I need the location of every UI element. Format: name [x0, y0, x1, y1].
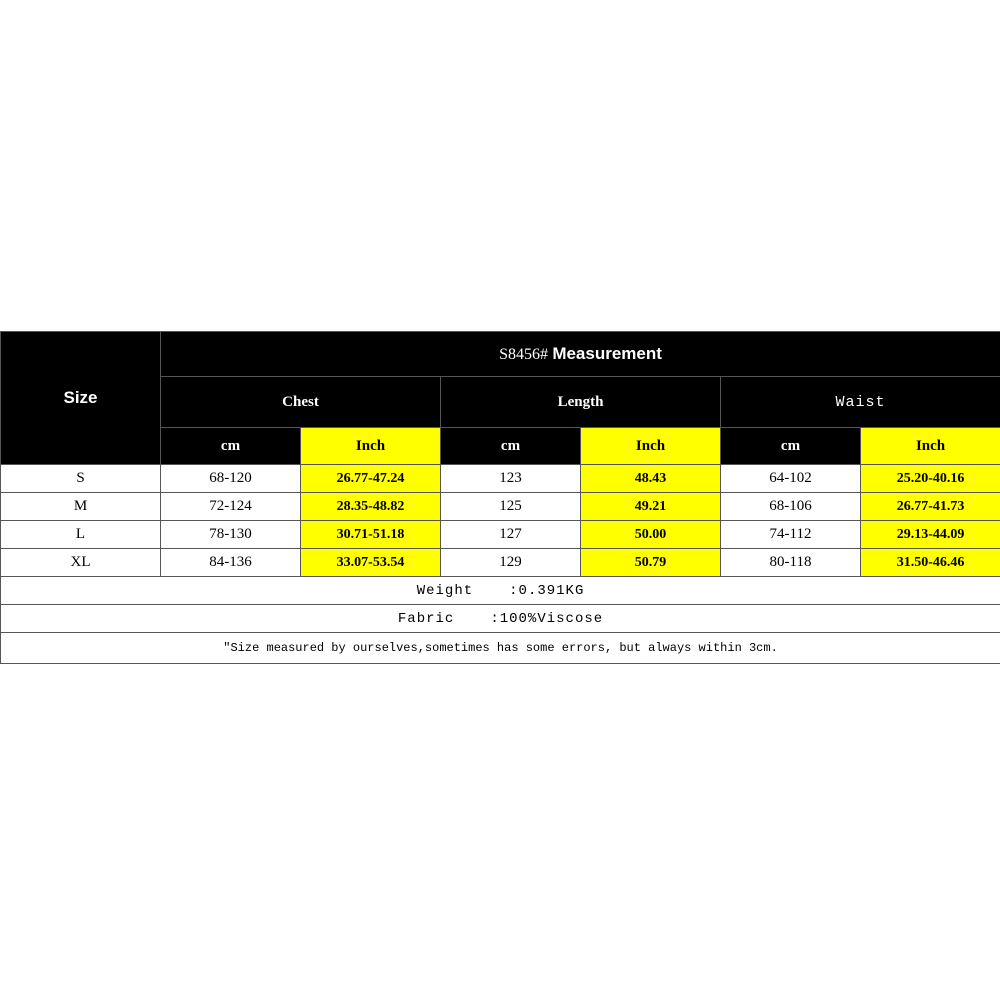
fabric-cell	[1, 605, 1000, 633]
size-chart	[0, 331, 1000, 664]
weight-value: :0.391KG	[509, 582, 585, 599]
waist-inch-header: Inch	[861, 428, 1000, 465]
length-inch-value: 48.43	[581, 465, 721, 493]
fabric-row	[1, 605, 1000, 633]
chest-inch-header: Inch	[301, 428, 441, 465]
fabric-label: Fabric	[397, 610, 455, 627]
weight-row	[1, 577, 1000, 605]
length-cm-header: cm	[441, 428, 581, 465]
length-header: Length	[441, 377, 721, 428]
table-row	[1, 465, 1000, 493]
weight-label: Weight	[416, 582, 474, 599]
waist-inch-value: 29.13-44.09	[861, 521, 1000, 549]
fabric-value: :100%Viscose	[490, 610, 604, 627]
length-inch-value: 50.79	[581, 549, 721, 577]
waist-cm-value: 64-102	[721, 465, 861, 493]
waist-inch-value: 26.77-41.73	[861, 493, 1000, 521]
length-cm-value: 125	[441, 493, 581, 521]
length-inch-value: 49.21	[581, 493, 721, 521]
table-row	[1, 493, 1000, 521]
measurement-note: "Size measured by ourselves,sometimes has some errors, but always within 3cm.	[1, 633, 1000, 664]
size-column-header: Size	[1, 332, 161, 465]
table-row	[1, 549, 1000, 577]
size-label: S	[1, 465, 161, 493]
title-word: Measurement	[552, 344, 662, 363]
waist-cm-value: 68-106	[721, 493, 861, 521]
chest-cm-value: 84-136	[161, 549, 301, 577]
waist-inch-value: 31.50-46.46	[861, 549, 1000, 577]
size-label: XL	[1, 549, 161, 577]
length-cm-value: 129	[441, 549, 581, 577]
length-inch-value: 50.00	[581, 521, 721, 549]
chest-cm-value: 68-120	[161, 465, 301, 493]
note-row	[1, 633, 1000, 664]
waist-inch-value: 25.20-40.16	[861, 465, 1000, 493]
chest-cm-value: 72-124	[161, 493, 301, 521]
chest-cm-value: 78-130	[161, 521, 301, 549]
chest-inch-value: 33.07-53.54	[301, 549, 441, 577]
title-code: S8456#	[499, 346, 549, 363]
length-cm-value: 127	[441, 521, 581, 549]
waist-cm-header: cm	[721, 428, 861, 465]
weight-cell	[1, 577, 1000, 605]
size-label: M	[1, 493, 161, 521]
table-row	[1, 521, 1000, 549]
size-label: L	[1, 521, 161, 549]
chest-inch-value: 28.35-48.82	[301, 493, 441, 521]
chest-inch-value: 26.77-47.24	[301, 465, 441, 493]
length-inch-header: Inch	[581, 428, 721, 465]
length-cm-value: 123	[441, 465, 581, 493]
table-title	[161, 332, 1000, 377]
size-table	[0, 331, 1000, 664]
chest-inch-value: 30.71-51.18	[301, 521, 441, 549]
waist-header: Waist	[721, 377, 1000, 428]
chest-cm-header: cm	[161, 428, 301, 465]
waist-cm-value: 74-112	[721, 521, 861, 549]
chest-header: Chest	[161, 377, 441, 428]
waist-cm-value: 80-118	[721, 549, 861, 577]
